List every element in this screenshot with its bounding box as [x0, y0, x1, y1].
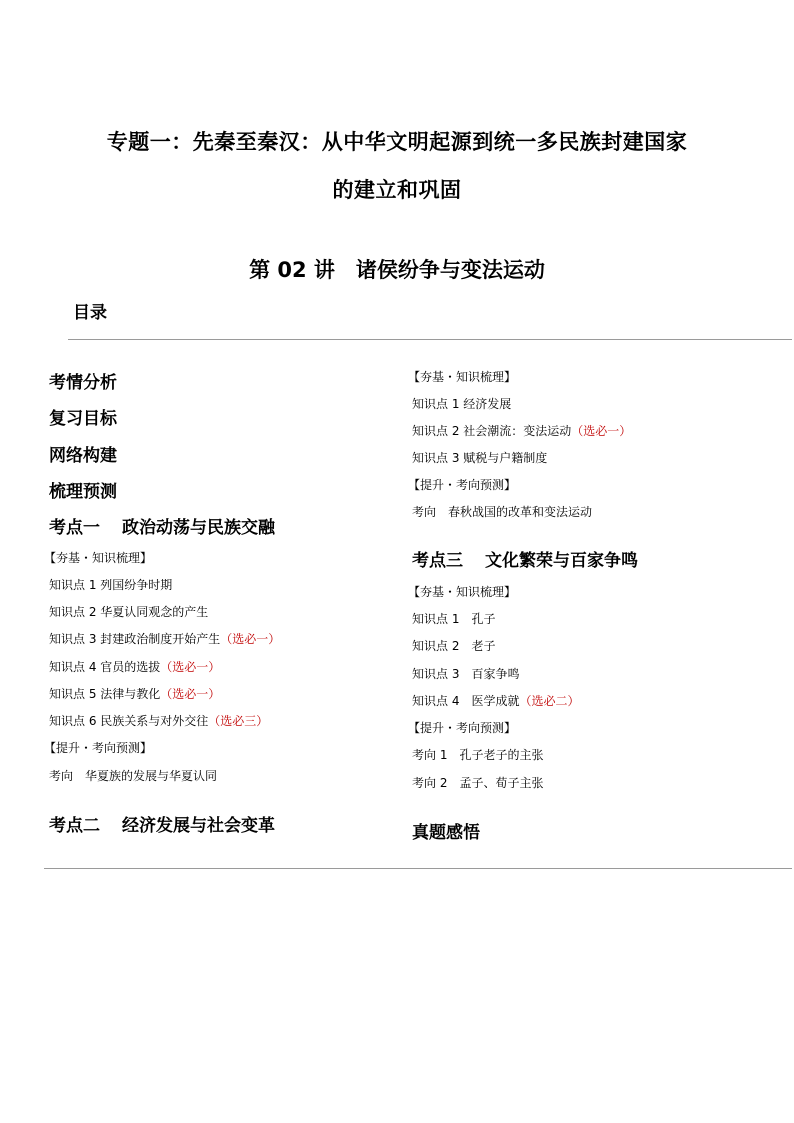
toc-item-zhishi-3-2[interactable]: 知识点 2 老子 — [412, 639, 496, 653]
toc-item-kaodian-2[interactable] — [49, 811, 275, 836]
toc-item-wangluo[interactable]: 网络构建 — [49, 446, 117, 466]
document-title-line-2: 的建立和巩固 — [332, 178, 462, 202]
toc-item-kaoxiang-3-2[interactable]: 考向 2 孟子、荀子主张 — [412, 776, 544, 790]
toc-item-kaodian-1[interactable] — [49, 513, 275, 538]
toc-section-tisheng-3[interactable]: 【提升・考向预测】 — [408, 721, 517, 735]
toc-item-zhishi-2-3[interactable]: 知识点 3 赋税与户籍制度 — [412, 451, 548, 465]
toc-section-tisheng-2[interactable]: 【提升・考向预测】 — [408, 478, 517, 492]
toc-item-zhishi-3-3[interactable]: 知识点 3 百家争鸣 — [412, 667, 520, 681]
kaodian-code: 考点三 — [412, 551, 463, 571]
toc-item-kaoqing[interactable]: 考情分析 — [49, 373, 117, 393]
kaodian-title: 经济发展与社会变革 — [122, 816, 275, 836]
kaodian-title: 文化繁荣与百家争鸣 — [485, 551, 638, 571]
zhishi-label: 知识点 2 社会潮流：变法运动 — [412, 424, 572, 438]
zhishi-label: 知识点 3 封建政治制度开始产生 — [49, 632, 221, 646]
toc-item-kaoxiang-1[interactable]: 考向 华夏族的发展与华夏认同 — [49, 769, 218, 783]
toc-item-zhishi-2-1[interactable]: 知识点 1 经济发展 — [412, 397, 512, 411]
xuanbi-tag: （选必一） — [220, 632, 281, 646]
toc-section-hangji-3[interactable]: 【夯基・知识梳理】 — [408, 585, 517, 599]
zhishi-label: 知识点 6 民族关系与对外交往 — [49, 714, 209, 728]
toc-item-zhishi-2-2[interactable] — [412, 422, 631, 439]
xuanbi-tag: （选必一） — [160, 687, 221, 701]
toc-item-zhishi-1-6[interactable] — [49, 712, 268, 729]
toc-item-zhishi-3-4[interactable] — [412, 692, 579, 709]
toc-item-kaoxiang-3-1[interactable]: 考向 1 孔子老子的主张 — [412, 748, 544, 762]
toc-item-zhenti[interactable]: 真题感悟 — [412, 823, 480, 843]
xuanbi-tag: （选必二） — [519, 694, 580, 708]
toc-item-shuli[interactable]: 梳理预测 — [49, 482, 117, 502]
toc-item-kaodian-3[interactable] — [412, 546, 638, 571]
toc-item-kaoxiang-2[interactable]: 考向 春秋战国的改革和变法运动 — [412, 505, 593, 519]
zhishi-label: 知识点 5 法律与教化 — [49, 687, 161, 701]
xuanbi-tag: （选必一） — [571, 424, 632, 438]
toc-item-zhishi-1-5[interactable] — [49, 685, 220, 702]
toc-item-zhishi-1-4[interactable] — [49, 658, 220, 675]
lecture-title: 第 02 讲 诸侯纷争与变法运动 — [249, 258, 545, 282]
toc-item-zhishi-1-1[interactable]: 知识点 1 列国纷争时期 — [49, 578, 173, 592]
toc-heading: 目录 — [73, 303, 107, 323]
zhishi-label: 知识点 4 官员的选拔 — [49, 660, 161, 674]
kaodian-code: 考点一 — [49, 518, 100, 538]
toc-section-tisheng-1[interactable]: 【提升・考向预测】 — [44, 741, 153, 755]
xuanbi-tag: （选必三） — [208, 714, 269, 728]
toc-section-hangji-1[interactable]: 【夯基・知识梳理】 — [44, 551, 153, 565]
toc-section-hangji-2[interactable]: 【夯基・知识梳理】 — [408, 370, 517, 384]
toc-item-zhishi-1-2[interactable]: 知识点 2 华夏认同观念的产生 — [49, 605, 209, 619]
document-title-line-1: 专题一：先秦至秦汉：从中华文明起源到统一多民族封建国家 — [106, 130, 688, 154]
toc-item-zhishi-1-3[interactable] — [49, 630, 280, 647]
divider-top — [68, 339, 792, 340]
toc-item-zhishi-3-1[interactable]: 知识点 1 孔子 — [412, 612, 496, 626]
xuanbi-tag: （选必一） — [160, 660, 221, 674]
kaodian-title: 政治动荡与民族交融 — [122, 518, 275, 538]
toc-item-fuxi[interactable]: 复习目标 — [49, 409, 117, 429]
kaodian-code: 考点二 — [49, 816, 100, 836]
divider-bottom — [44, 868, 792, 869]
zhishi-label: 知识点 4 医学成就 — [412, 694, 520, 708]
